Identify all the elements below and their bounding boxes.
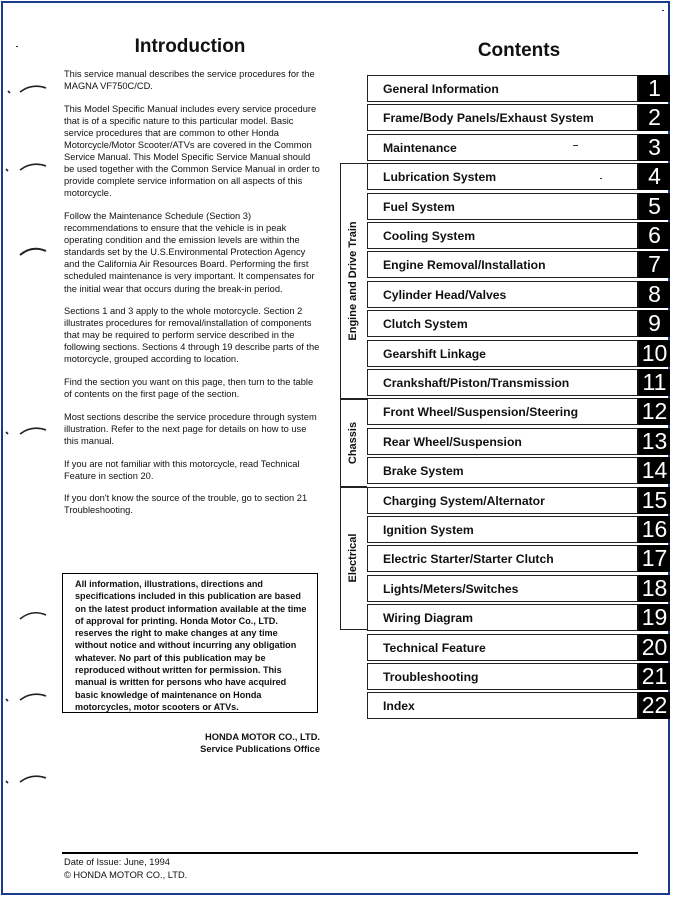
toc-section-number: 4 [639, 163, 670, 190]
binder-hole-mark [2, 244, 48, 258]
toc-section-box [367, 369, 639, 396]
toc-section-17[interactable] [367, 545, 670, 572]
toc-section-number: 11 [639, 369, 670, 396]
toc-section-title: Ignition System [383, 523, 474, 537]
toc-section-box [367, 340, 639, 367]
binder-hole-mark [2, 82, 48, 96]
issue-date: Date of Issue: June, 1994 [64, 857, 170, 867]
toc-section-title: Clutch System [383, 317, 468, 332]
toc-section-number: 3 [639, 134, 670, 161]
toc-section-box [367, 487, 639, 514]
publisher-signature [150, 731, 320, 756]
scan-speck [662, 10, 664, 11]
toc-section-number: 21 [639, 663, 670, 690]
toc-section-10[interactable] [367, 340, 670, 367]
toc-section-box [367, 516, 639, 543]
toc-section-box [367, 457, 639, 484]
toc-section-title: Front Wheel/Suspension/Steering [383, 405, 579, 420]
binder-hole-mark [2, 690, 48, 704]
intro-paragraph: Find the section you want on this page, then turn to the table of contents on the first page of the section. [64, 377, 314, 400]
toc-section-box [367, 575, 639, 602]
toc-section-11[interactable] [367, 369, 670, 396]
toc-section-title: Engine Removal/Installation [383, 258, 546, 273]
toc-section-box [367, 134, 639, 161]
toc-section-title: Brake System [383, 464, 464, 479]
toc-section-number: 18 [639, 575, 670, 602]
toc-section-title: Fuel System [383, 199, 455, 214]
toc-section-number: 13 [639, 428, 670, 455]
toc-section-box [367, 251, 639, 278]
legal-notice-box: All information, illustrations, directions and specifications included in this publication are based on the latest product information available at the time of approval for printing. Honda Motor Co., LTD. reserves the right to make changes at any time without notice and without incurring any obligation whatever. No part of this publication may be reproduced without written for permission. This manual is written for persons who have acquired basic knowledge of maintenance on Honda motorcycles, motor scooters or ATVs. [62, 573, 318, 713]
group-label-chassis: Chassis [347, 421, 359, 465]
binder-hole-mark [2, 160, 48, 174]
toc-section-21[interactable] [367, 663, 670, 690]
toc-section-box [367, 193, 639, 220]
toc-section-4[interactable] [367, 163, 670, 190]
toc-section-number: 16 [639, 516, 670, 543]
toc-section-14[interactable] [367, 457, 670, 484]
intro-paragraph: If you don't know the source of the trouble, go to section 21 Troubleshooting. [64, 493, 308, 516]
binder-hole-mark [2, 772, 48, 786]
toc-section-19[interactable] [367, 604, 670, 631]
toc-section-box [367, 75, 639, 102]
toc-section-title: Index [383, 699, 415, 714]
toc-section-8[interactable] [367, 281, 670, 308]
toc-section-box [367, 398, 639, 425]
intro-paragraph: Sections 1 and 3 apply to the whole motorcycle. Section 2 illustrates procedures for removal/installation of components that may be required to perform service described in the following sections. Sections 4 through 19 describe parts of the motorcycle, grouped according to location. [64, 306, 320, 365]
toc-section-20[interactable] [367, 634, 670, 661]
toc-section-number: 1 [639, 75, 670, 102]
toc-section-6[interactable] [367, 222, 670, 249]
introduction-heading: Introduction [134, 36, 246, 57]
toc-section-title: Crankshaft/Piston/Transmission [383, 376, 570, 390]
toc-section-title: Maintenance [383, 140, 457, 155]
toc-section-3[interactable] [367, 134, 670, 161]
toc-section-box [367, 604, 639, 631]
footer [64, 856, 187, 881]
toc-section-5[interactable] [367, 193, 670, 220]
footer-rule [62, 852, 638, 854]
toc-section-number: 22 [639, 692, 670, 719]
toc-section-box [367, 692, 639, 719]
publisher-office: Service Publications Office [200, 744, 320, 755]
toc-section-number: 17 [639, 545, 670, 572]
toc-section-13[interactable] [367, 428, 670, 455]
group-label-engine: Engine and Drive Train [347, 221, 359, 341]
toc-section-box [367, 104, 639, 131]
toc-section-number: 5 [639, 193, 670, 220]
toc-section-16[interactable] [367, 516, 670, 543]
toc-section-9[interactable] [367, 310, 670, 337]
toc-section-box [367, 163, 639, 190]
toc-section-2[interactable] [367, 104, 670, 131]
toc-section-title: Technical Feature [383, 640, 486, 655]
intro-paragraph: This Model Specific Manual includes every service procedure that is of a specific nature to this particular model. Basic service procedures that are common to other Honda Motorcycle/Motor Scooter/ATVs are covered in the Common Service Manual. This Model Specific Service Manual should be used together with the Common Service Manual in order to provide complete service information on all aspects of this motorcycle. [64, 103, 320, 199]
toc-section-title: Cooling System [383, 229, 476, 243]
toc-section-title: Rear Wheel/Suspension [383, 434, 522, 449]
toc-section-22[interactable] [367, 692, 670, 719]
toc-section-box [367, 281, 639, 308]
toc-section-title: Wiring Diagram [383, 611, 473, 626]
toc-section-title: Electric Starter/Starter Clutch [383, 552, 554, 567]
toc-section-box [367, 428, 639, 455]
toc-section-box [367, 545, 639, 572]
intro-paragraph: This service manual describes the service procedures for the MAGNA VF750C/CD. [64, 69, 315, 92]
toc-section-box [367, 222, 639, 249]
scan-speck [16, 46, 18, 47]
intro-paragraph: Most sections describe the service procedure through system illustration. Refer to the next page for details on how to use this manual. [64, 411, 317, 446]
toc-section-number: 2 [639, 104, 670, 131]
toc-section-box [367, 310, 639, 337]
binder-hole-mark [2, 608, 48, 622]
copyright: © HONDA MOTOR CO., LTD. [64, 869, 188, 880]
introduction-text [64, 68, 322, 527]
toc-section-title: Gearshift Linkage [383, 346, 486, 361]
toc-section-title: Troubleshooting [383, 670, 479, 684]
toc-section-number: 9 [639, 310, 670, 337]
toc-section-number: 14 [639, 457, 670, 484]
toc-section-number: 12 [639, 398, 670, 425]
binder-hole-mark [2, 424, 48, 438]
toc-section-number: 19 [639, 604, 670, 631]
toc-section-18[interactable] [367, 575, 670, 602]
group-label-electrical: Electrical [347, 533, 359, 583]
toc-section-title: Frame/Body Panels/Exhaust System [383, 111, 594, 126]
toc-section-number: 6 [639, 222, 670, 249]
contents-heading: Contents [477, 40, 561, 61]
toc-section-7[interactable] [367, 251, 670, 278]
toc-section-12[interactable] [367, 398, 670, 425]
toc-section-title: Lubrication System [383, 170, 497, 185]
publisher-name: HONDA MOTOR CO., LTD. [205, 732, 320, 742]
toc-section-title: Lights/Meters/Switches [383, 581, 519, 596]
toc-section-number: 8 [639, 281, 670, 308]
toc-section-title: Charging System/Alternator [383, 493, 545, 508]
toc-section-box [367, 663, 639, 690]
toc-section-number: 20 [639, 634, 670, 661]
toc-section-title: General Information [383, 82, 499, 96]
toc-section-box [367, 634, 639, 661]
toc-section-1[interactable] [367, 75, 670, 102]
toc-section-15[interactable] [367, 487, 670, 514]
intro-paragraph: If you are not familiar with this motorcycle, read Technical Feature in section 20. [64, 458, 300, 481]
toc-section-number: 10 [639, 340, 670, 367]
toc-section-number: 7 [639, 251, 670, 278]
intro-paragraph: Follow the Maintenance Schedule (Section 3) recommendations to ensure that the vehicle is in peak operating condition and the emission levels are within the standards set by the U.S.Environmental Protection Agency and the California Air Resources Board. Performing the first scheduled maintenance is very important. It compensates for the initial wear that occurs during the break-in period. [64, 210, 315, 294]
toc-section-number: 15 [639, 487, 670, 514]
toc-section-title: Cylinder Head/Valves [383, 287, 507, 302]
